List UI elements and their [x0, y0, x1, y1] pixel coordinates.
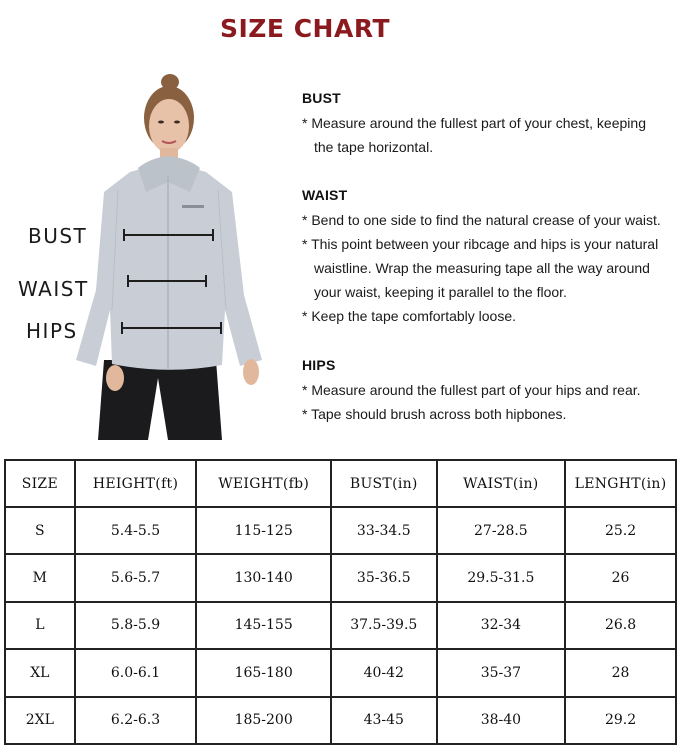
header-length: LENGHT(in): [565, 460, 676, 507]
page-title: SIZE CHART: [219, 14, 390, 43]
bust-instruction-cont: the tape horizontal.: [314, 139, 434, 155]
header-bust: BUST(in): [331, 460, 437, 507]
bust-instruction: [302, 111, 646, 159]
hips-section: [302, 357, 641, 426]
size-table: [4, 459, 677, 745]
cell-length: 25.2: [565, 507, 676, 554]
table-row: [5, 507, 676, 554]
waist-heading: WAIST: [302, 187, 348, 203]
waist-instruction-3: * Keep the tape comfortably loose.: [302, 308, 517, 324]
cell-waist: 38-40: [437, 697, 566, 744]
waist-instruction-2: [302, 232, 661, 304]
waist-instruction-cont: waistline. Wrap the measuring tape all the way around: [314, 260, 650, 276]
cell-bust: 43-45: [331, 697, 437, 744]
cell-waist: 29.5-31.5: [437, 554, 566, 601]
cell-weight: 130-140: [196, 554, 331, 601]
cell-bust: 35-36.5: [331, 554, 437, 601]
header-height: HEIGHT(ft): [75, 460, 197, 507]
cell-weight: 165-180: [196, 649, 331, 696]
header-weight: WEIGHT(fb): [196, 460, 331, 507]
cell-size: XL: [5, 649, 75, 696]
cell-height: 6.2-6.3: [75, 697, 197, 744]
table-row: [5, 602, 676, 649]
header-size: SIZE: [5, 460, 75, 507]
header-waist: WAIST(in): [437, 460, 566, 507]
bust-instruction-line: * Measure around the fullest part of your chest, keeping: [302, 115, 646, 131]
cell-waist: 27-28.5: [437, 507, 566, 554]
waist-section: [302, 187, 661, 328]
bust-section: [302, 90, 646, 159]
cell-height: 6.0-6.1: [75, 649, 197, 696]
table-row: [5, 649, 676, 696]
cell-length: 29.2: [565, 697, 676, 744]
cell-size: S: [5, 507, 75, 554]
hips-instruction-1: * Measure around the fullest part of your hips and rear.: [302, 382, 641, 398]
cell-bust: 40-42: [331, 649, 437, 696]
cell-weight: 185-200: [196, 697, 331, 744]
hips-instruction-2: * Tape should brush across both hipbones.: [302, 406, 567, 422]
table-row: [5, 554, 676, 601]
model-illustration-icon: [0, 60, 290, 440]
bust-label: BUST: [28, 224, 88, 248]
cell-height: 5.4-5.5: [75, 507, 197, 554]
cell-length: 26.8: [565, 602, 676, 649]
cell-length: 28: [565, 649, 676, 696]
hips-label: HIPS: [26, 319, 78, 343]
cell-waist: 35-37: [437, 649, 566, 696]
cell-bust: 37.5-39.5: [331, 602, 437, 649]
table-row: [5, 697, 676, 744]
cell-size: L: [5, 602, 75, 649]
model-figure: [0, 60, 290, 440]
waist-instruction-line: * This point between your ribcage and hips is your natural: [302, 236, 659, 252]
cell-weight: 145-155: [196, 602, 331, 649]
cell-size: 2XL: [5, 697, 75, 744]
cell-waist: 32-34: [437, 602, 566, 649]
waist-instruction-1: * Bend to one side to find the natural crease of your waist.: [302, 212, 661, 228]
cell-length: 26: [565, 554, 676, 601]
cell-weight: 115-125: [196, 507, 331, 554]
cell-height: 5.6-5.7: [75, 554, 197, 601]
cell-bust: 33-34.5: [331, 507, 437, 554]
bust-heading: BUST: [302, 90, 341, 106]
cell-size: M: [5, 554, 75, 601]
waist-instruction-cont2: your waist, keeping it parallel to the floor.: [314, 284, 567, 300]
table-header-row: [5, 460, 676, 507]
waist-label: WAIST: [18, 277, 89, 301]
cell-height: 5.8-5.9: [75, 602, 197, 649]
hips-heading: HIPS: [302, 357, 336, 373]
